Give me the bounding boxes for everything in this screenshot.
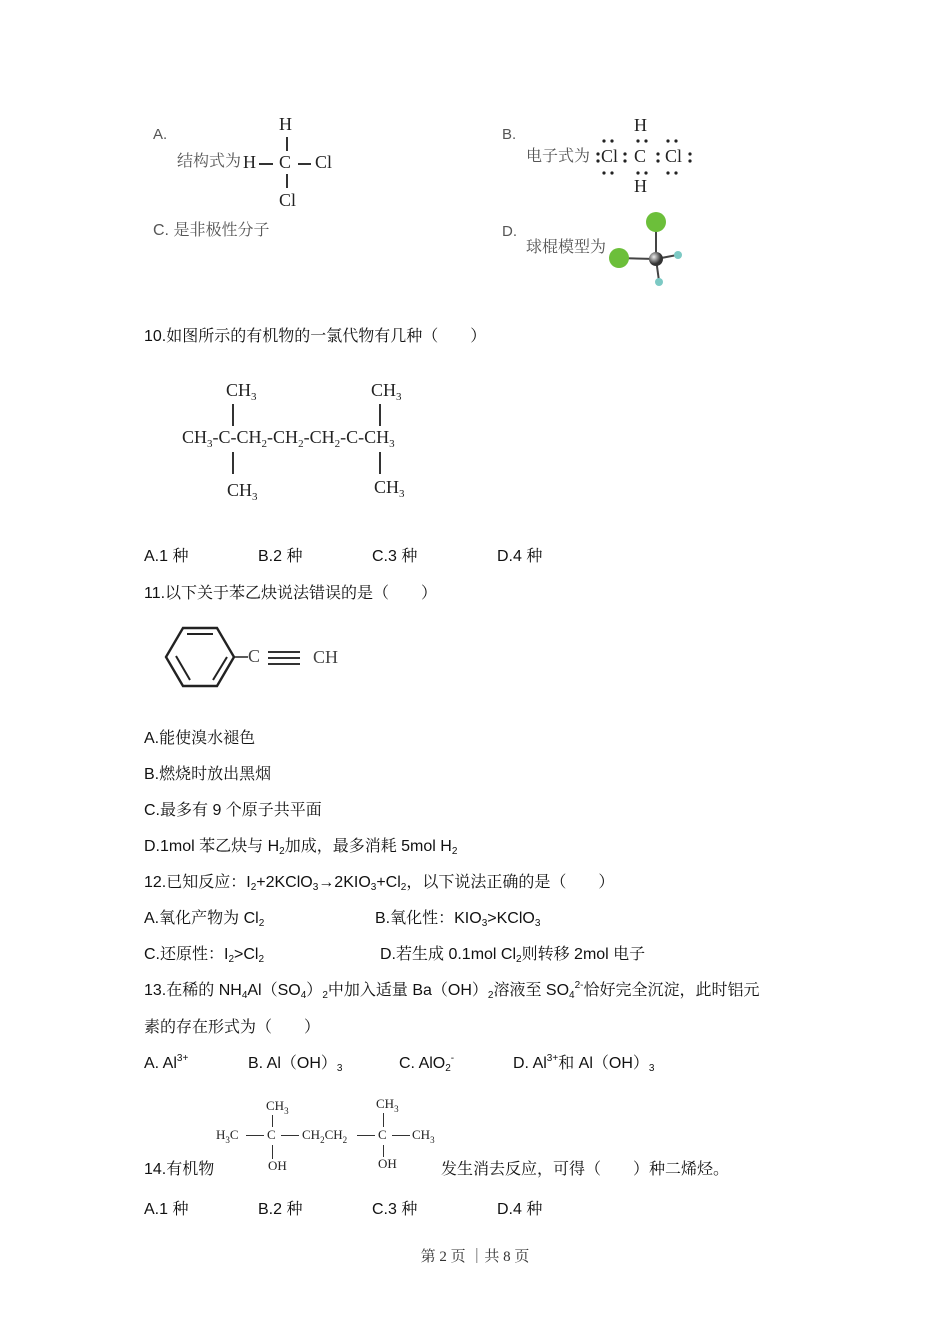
text-segment: Al（SO [247,982,301,999]
subscript: 2 [258,918,265,929]
q13-option-b [248,1054,342,1074]
subscript: 2 [487,990,494,1001]
subscript: 2 [250,882,257,893]
alkyne-c: C [248,646,261,666]
q14-option-b: B.2 种 [258,1201,303,1218]
text-segment: >KClO [487,910,535,927]
text-segment: D. Al [513,1055,547,1072]
q10-option-d: D.4 种 [497,548,543,565]
bond [246,1135,264,1136]
text-segment: +2KClO [256,874,313,891]
q9-option-a-letter: A. [153,126,168,143]
text-segment: +Cl [376,874,401,891]
q14-question-suffix: 发生消去反应，可得（ ）种二烯烃。 [441,1161,730,1178]
atom-c: C [634,146,647,166]
subscript: 2 [298,438,304,450]
subscript: 4 [569,990,575,1001]
subscript: 2 [322,990,328,1001]
bond [232,404,234,426]
ch3-group [266,1098,289,1114]
atom-h: H [634,176,647,196]
subscript: 2 [261,438,268,450]
text-segment: C. AlO [399,1055,446,1072]
q11-option-b [144,765,271,785]
q10-question: 10.如图所示的有机物的一氯代物有几种（ ） [144,328,487,345]
h3c-group [216,1127,239,1143]
text: CH [371,380,397,400]
bond [232,452,234,474]
q9-option-d-label: 球棍模型为 [526,239,607,256]
page-footer: 第 2 页 ｜共 8 页 [420,1249,530,1265]
text: CH [324,1127,343,1142]
text: C [218,427,231,447]
text: CH [226,380,252,400]
q9-option-a-label: 结构式为 [177,153,242,170]
text: CH [412,1127,431,1142]
q14-option-c: C.3 种 [372,1201,418,1218]
q13-option-a [144,1054,188,1074]
q14-option-d: D.4 种 [497,1201,543,1218]
c-ball [649,252,663,266]
subscript: 3 [225,1135,230,1145]
q13-question-line2 [144,1018,320,1038]
text: CH [236,427,262,447]
bond: - [230,427,237,447]
bond [259,163,273,165]
text: H [216,1127,226,1142]
text-segment: C.还原性：I [144,946,229,963]
q10-option-a: A.1 种 [144,548,189,565]
subscript: 3 [481,918,488,929]
text: CH [364,427,390,447]
q12-option-d [380,945,645,965]
ch3-group [412,1127,435,1143]
text-segment: D.1mol 苯乙炔与 H [144,838,280,855]
text: CH [273,427,299,447]
text-segment: 则转移 2mol 电子 [521,946,646,963]
subscript: 3 [389,438,395,450]
lone-pair-dots [590,135,700,180]
ch3-group [374,477,405,498]
text-segment: 和 Al（OH） [558,1055,649,1072]
q9-option-b-label: 电子式为 [526,148,591,165]
ch3-group [227,480,258,501]
subscript: 3 [336,1063,343,1074]
text-segment: C.最多有 9 个原子共平面 [144,802,322,819]
text-segment: B. Al（OH） [248,1055,337,1072]
subscript: 2 [516,954,522,965]
bond [379,452,381,474]
text-segment: A. Al [144,1055,177,1072]
subscript: 3 [394,1104,399,1114]
text-segment: 恰好完全沉淀，此时铝元 [583,982,760,999]
atom-cl: Cl [315,152,333,172]
benzene-ring [148,624,261,690]
text-segment: A.能使溴水褪色 [144,730,256,747]
ch3-group [371,380,402,401]
text-segment: ） [306,982,323,999]
superscript: 3+ [546,1053,559,1064]
text-segment: 素的存在形式为（ ） [144,1019,321,1036]
ch3-group [376,1096,399,1112]
main-chain [182,427,395,448]
bond [281,1135,299,1136]
bond [298,163,311,165]
subscript: 2 [334,438,341,450]
text: CH [227,480,253,500]
subscript: 3 [430,1135,435,1145]
superscript: 2- [574,980,584,991]
text: CH [182,427,208,447]
subscript: 3 [370,882,377,893]
triple-bond [268,650,302,666]
subscript: 3 [312,882,319,893]
text-segment: A.氧化产物为 Cl [144,910,259,927]
q9-option-c: C. 是非极性分子 [153,222,270,239]
q13-option-c [399,1054,454,1074]
atom-c: C [279,152,292,172]
oh-group: OH [268,1158,287,1173]
q10-option-c: C.3 种 [372,548,418,565]
text-segment: D.若生成 0.1mol Cl [380,946,517,963]
ch2ch2-group [302,1127,347,1143]
bond [383,1113,384,1127]
text-segment: →2KIO [318,874,371,891]
subscript: 2 [445,1063,451,1074]
q12-question [144,873,614,893]
subscript: 2 [228,954,235,965]
subscript: 3 [251,391,257,403]
q11-option-c [144,801,322,821]
atom-cl: Cl [665,146,683,166]
atom-cl: Cl [601,146,619,166]
atom-h: H [243,152,256,172]
q14-question-prefix: 14.有机物 [144,1161,215,1178]
subscript: 3 [534,918,541,929]
bond [272,1145,273,1159]
text: CH [309,427,335,447]
q13-option-d [513,1054,654,1074]
text: CH [266,1098,285,1113]
atom-c: C [378,1127,387,1142]
subscript: 2 [279,846,285,857]
atom-h: H [634,115,647,135]
bond: - [358,427,365,447]
atom-h: H [279,114,292,134]
bond: - [267,427,274,447]
subscript: 4 [300,990,307,1001]
text-segment: 加成，最多消耗 5mol H [284,838,452,855]
bond [272,1115,273,1127]
q10-option-b: B.2 种 [258,548,303,565]
q12-option-c [144,945,264,965]
h-ball [655,278,663,286]
subscript: 2 [451,846,458,857]
atom-cl: Cl [279,190,297,210]
text-segment: ，以下说法正确的是（ ） [406,874,615,891]
q9-option-d-letter: D. [502,223,517,240]
cl-ball [646,212,666,232]
text: CH [374,477,400,497]
subscript: 2 [400,882,407,893]
bond [286,137,288,151]
bond: - [303,427,310,447]
superscript: 3+ [176,1053,189,1064]
text-segment: B.氧化性：KIO [375,910,482,927]
subscript: 2 [320,1135,325,1145]
h-ball [674,251,682,259]
bond [286,174,288,188]
q9-option-b-letter: B. [502,126,517,143]
subscript: 2 [258,954,265,965]
text-segment: 12.已知反应：I [144,874,251,891]
text: C [229,1127,239,1142]
alkyne-ch: CH [313,647,339,667]
ball-stick-model [600,205,690,290]
subscript: 2 [342,1135,348,1145]
q12-option-a [144,909,264,929]
bond: - [212,427,219,447]
subscript: 3 [207,438,213,450]
cl-ball [609,248,629,268]
q11-option-a [144,729,255,749]
text: C [346,427,359,447]
subscript: 3 [396,391,402,403]
text-segment: 溶液至 SO [493,982,570,999]
text-segment: >Cl [234,946,259,963]
text-segment: 13.在稀的 NH [144,982,242,999]
ch3-group [226,380,257,401]
subscript: 3 [284,1106,289,1116]
q12-option-b [375,909,540,929]
bond [392,1135,410,1136]
q11-question: 11.以下关于苯乙炔说法错误的是（ ） [144,585,438,602]
superscript: - [450,1053,455,1064]
bond [357,1135,375,1136]
q11-option-d [144,837,457,857]
q14-option-a: A.1 种 [144,1201,189,1218]
subscript: 3 [252,491,258,503]
bond [379,404,381,426]
text: CH [302,1127,321,1142]
q13-question-line1 [144,981,760,1001]
text-segment: B.燃烧时放出黑烟 [144,766,272,783]
subscript: 4 [241,990,248,1001]
oh-group: OH [378,1156,397,1171]
text: CH [376,1096,395,1111]
atom-c: C [267,1127,276,1142]
bond: - [340,427,347,447]
text-segment: 中加入适量 Ba（OH） [327,982,488,999]
subscript: 3 [399,488,405,500]
subscript: 3 [648,1063,655,1074]
